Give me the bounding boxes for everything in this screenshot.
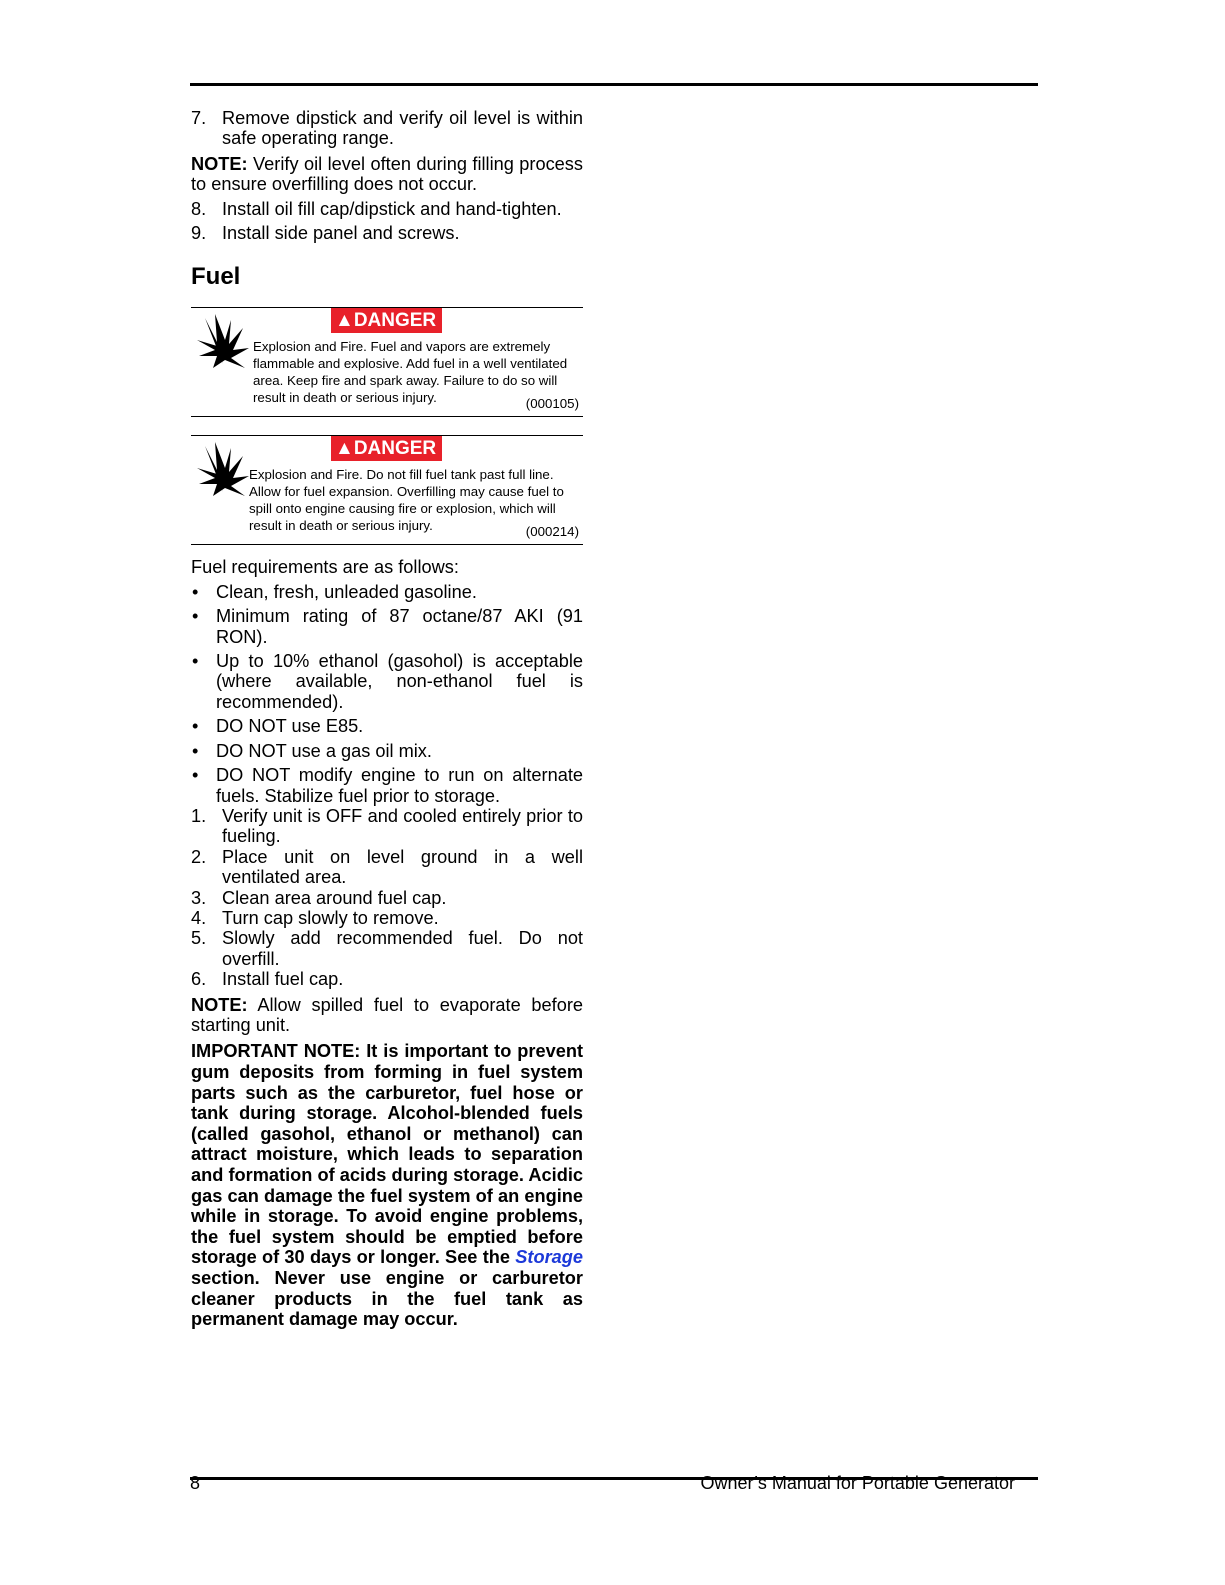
header-rule xyxy=(190,83,1038,86)
step-7 xyxy=(191,108,583,149)
storage-link[interactable]: Storage xyxy=(515,1247,583,1268)
step-number: 5. xyxy=(191,928,207,949)
step-text: Verify unit is OFF and cooled entirely prior to fueling. xyxy=(222,805,583,847)
danger-message: Explosion and Fire. Do not fill fuel tank past full line. Allow for fuel expansion. Overfilling may cause fuel to spill onto engine causing fire or explosion, which will result in death or serious injury. xyxy=(249,467,564,534)
bullet-text: DO NOT modify engine to run on alternate fuels. Stabilize fuel prior to storage. xyxy=(216,765,583,806)
bullet-item xyxy=(191,651,583,712)
page-number: 8 xyxy=(190,1473,201,1493)
bullet-item xyxy=(191,716,583,736)
step-number: 7. xyxy=(191,108,207,128)
note-text: Verify oil level often during filling process to ensure overfilling does not occur. xyxy=(191,153,583,195)
note-spill xyxy=(191,995,583,1036)
important-text-end: section. Never use engine or carburetor cleaner products in the fuel tank as permanent damage may occur. xyxy=(191,1267,583,1330)
step-9 xyxy=(191,223,583,243)
bullet-item xyxy=(191,765,583,806)
note-label: NOTE: xyxy=(191,153,248,174)
fuel-step xyxy=(191,847,583,888)
step-text: Place unit on level ground in a well ventilated area. xyxy=(222,846,583,888)
note-text: Allow spilled fuel to evaporate before starting unit. xyxy=(191,994,583,1035)
bullet-item xyxy=(191,606,583,647)
fuel-step xyxy=(191,969,583,989)
step-text: Turn cap slowly to remove. xyxy=(222,907,439,928)
step-text: Remove dipstick and verify oil level is within safe operating range. xyxy=(222,108,583,149)
important-note xyxy=(191,1041,583,1329)
bullet-text: Clean, fresh, unleaded gasoline. xyxy=(216,581,477,602)
bullet-text: Minimum rating of 87 octane/87 AKI (91 RON). xyxy=(216,606,583,647)
fuel-step xyxy=(191,928,583,969)
note-oil xyxy=(191,154,583,195)
step-number: 8. xyxy=(191,198,207,219)
fuel-step xyxy=(191,908,583,928)
explosion-icon xyxy=(195,312,251,370)
step-text: Slowly add recommended fuel. Do not overfill. xyxy=(222,928,583,969)
step-text: Install fuel cap. xyxy=(222,969,344,990)
fuel-intro: Fuel requirements are as follows: xyxy=(191,557,459,578)
note-label: NOTE: xyxy=(191,994,248,1015)
warning-triangle-icon: ▲ xyxy=(335,310,354,332)
step-number: 6. xyxy=(191,969,207,990)
bullet-mark: • xyxy=(192,651,199,672)
bullet-text: Up to 10% ethanol (gasohol) is acceptable (where available, non-ethanol fuel is recommended). xyxy=(216,651,583,712)
step-8 xyxy=(191,199,583,219)
bullet-mark: • xyxy=(192,765,199,786)
danger-box-2 xyxy=(191,435,583,545)
bullet-item xyxy=(191,582,583,602)
step-text: Clean area around fuel cap. xyxy=(222,887,447,908)
danger-code: (000105) xyxy=(525,396,579,412)
explosion-icon xyxy=(195,440,251,498)
step-number: 3. xyxy=(191,887,207,908)
bullet-text: DO NOT use a gas oil mix. xyxy=(216,740,432,761)
bullet-mark: • xyxy=(192,740,199,761)
danger-message: Explosion and Fire. Fuel and vapors are extremely flammable and explosive. Add fuel in a well ventilated area. Keep fire and spark away. Failure to do so will result in death or serious injury. xyxy=(253,339,568,406)
fuel-step xyxy=(191,888,583,908)
bullet-item xyxy=(191,741,583,761)
main-column xyxy=(191,108,583,1330)
danger-code: (000214) xyxy=(525,524,579,540)
section-title: Fuel xyxy=(191,263,241,291)
important-text: IMPORTANT NOTE: It is important to prevent gum deposits from forming in fuel system parts such as the carburetor, fuel hose or tank during storage. Alcohol-blended fuels (called gasohol, ethanol or methanol) can attract moisture, which leads to separation and formation of acids during storage. Acidic gas can damage the fuel system of an engine while in storage. To avoid engine problems, the fuel system should be emptied before storage of 30 days or longer. See the xyxy=(191,1041,583,1268)
fuel-step xyxy=(191,806,583,847)
bullet-mark: • xyxy=(192,606,199,627)
step-number: 4. xyxy=(191,907,207,928)
step-text: Install side panel and screws. xyxy=(222,223,460,244)
step-number: 1. xyxy=(191,805,207,826)
step-number: 2. xyxy=(191,846,207,867)
bullet-mark: • xyxy=(192,581,199,602)
bullet-mark: • xyxy=(192,716,199,737)
step-text: Install oil fill cap/dipstick and hand-tighten. xyxy=(222,198,562,219)
footer-title: Owner’s Manual for Portable Generator xyxy=(700,1473,1015,1493)
danger-badge: ▲DANGER xyxy=(331,308,442,333)
warning-triangle-icon: ▲ xyxy=(335,438,354,460)
danger-box-1 xyxy=(191,307,583,417)
bullet-text: DO NOT use E85. xyxy=(216,716,364,737)
danger-badge: ▲DANGER xyxy=(331,436,442,461)
step-number: 9. xyxy=(191,223,207,244)
